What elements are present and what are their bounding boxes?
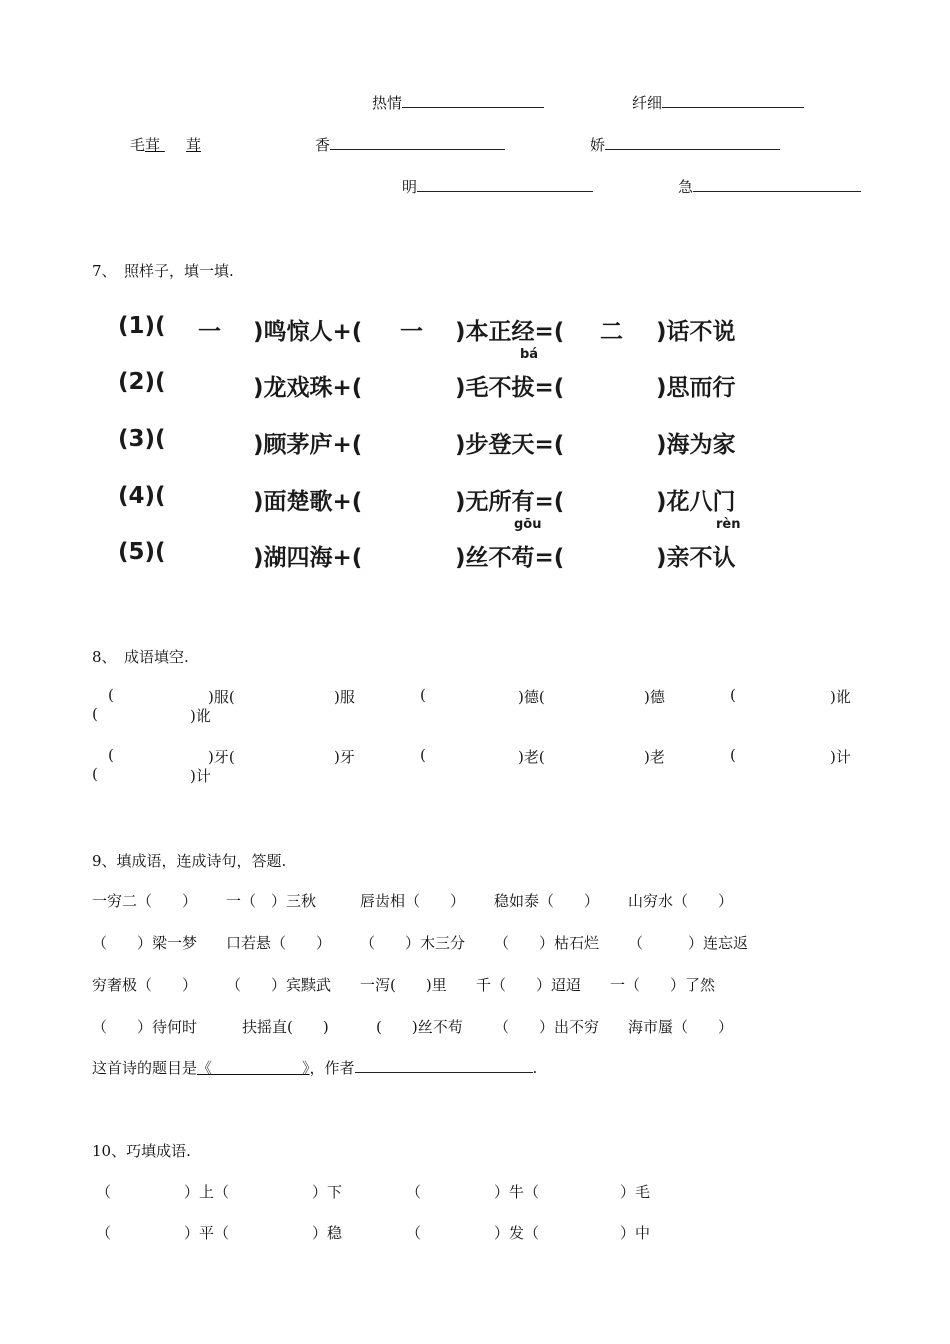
word-xianxi: 纤细 xyxy=(632,92,804,113)
poem-title-blank[interactable]: 《 》 xyxy=(197,1059,310,1077)
filled-number: 二 xyxy=(600,319,623,345)
q7-idiom-box: (1)( 一 )鸣惊人+( 一 )本正经=( 二 )话不说 bá (2)( )龙戏珠+( )毛不拔=( )思而行 (3)( )顾茅庐+( )步登天=( )海为家 (4)( )面楚歌+( )无所有=( )花八门 gōu rèn (5)( )湖四海+( )丝不苟=( )亲不认 xyxy=(118,313,741,571)
filled-number: 一 xyxy=(198,319,221,345)
word-xiang: 香 xyxy=(315,134,505,155)
word-ji: 急 xyxy=(678,176,861,197)
q8-heading: 8、 成语填空. xyxy=(92,648,189,666)
author-blank[interactable] xyxy=(355,1057,533,1073)
q7-heading: 7、 照样子，填一填. xyxy=(92,262,234,280)
answer-blank[interactable] xyxy=(693,176,861,192)
word-reqing: 热情 xyxy=(372,92,544,113)
answer-blank[interactable] xyxy=(330,134,505,150)
word-maorong-example: 毛茸 茸 xyxy=(130,136,202,154)
answer-blank[interactable] xyxy=(662,92,804,108)
q9-answer-line: 这首诗的题目是《 》，作者 . xyxy=(92,1059,538,1077)
answer-blank[interactable] xyxy=(402,92,544,108)
answer-blank[interactable] xyxy=(605,134,780,150)
word-ming: 明 xyxy=(402,176,593,197)
answer-blank[interactable] xyxy=(417,176,593,192)
pinyin-ba: bá xyxy=(520,347,539,362)
q9-heading: 9、填成语，连成诗句，答题. xyxy=(92,852,287,870)
pinyin-ren: rèn xyxy=(716,517,741,532)
filled-number: 一 xyxy=(400,319,423,345)
pinyin-gou: gōu xyxy=(514,517,542,532)
word-jiao: 娇 xyxy=(590,134,780,155)
q10-heading: 10、巧填成语. xyxy=(92,1142,191,1160)
